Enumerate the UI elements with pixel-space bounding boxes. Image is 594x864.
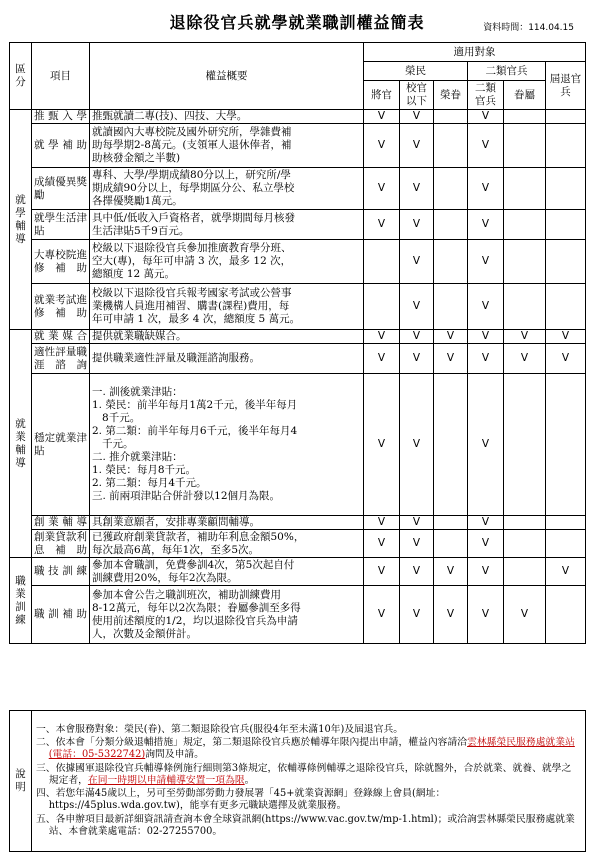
- table-row: [10, 210, 586, 240]
- eligibility-mark: V: [468, 374, 504, 516]
- summary-line: 年可申請 1 次，最多 4 次，總額度 5 萬元。: [92, 313, 301, 325]
- summary-line: 參加本會職訓，免費參訓4次，第5次起自付: [92, 558, 295, 571]
- item-summary: [90, 374, 364, 516]
- eligibility-mark: [434, 168, 468, 210]
- eligibility-mark: V: [400, 210, 434, 240]
- eligibility-mark: [434, 284, 468, 330]
- eligibility-mark: [546, 210, 586, 240]
- summary-line: 每次最高6萬，每年1次，至多5次。: [92, 543, 260, 556]
- notes-table: [9, 710, 586, 852]
- item-summary: [90, 516, 364, 530]
- table-row: [10, 110, 586, 124]
- summary-line: 三. 前兩項津貼合併計發以12個月為限。: [92, 490, 281, 502]
- eligibility-mark: V: [468, 240, 504, 284]
- item-name: 成績優異獎勵: [32, 168, 90, 210]
- item-name: 就學補助: [32, 124, 90, 168]
- summary-line: 期成績90分以上，每學期區分公、私立學校: [92, 182, 295, 194]
- section-label: 職 業 訓 練: [10, 558, 32, 644]
- eligibility-mark: [546, 374, 586, 516]
- item-name: 就業媒合: [32, 330, 90, 344]
- eligibility-mark: V: [434, 344, 468, 374]
- item-name: 推甄入學: [32, 110, 90, 124]
- eligibility-mark: [504, 284, 546, 330]
- header-col-general: 將官: [364, 81, 400, 110]
- eligibility-mark: V: [468, 344, 504, 374]
- summary-line: 已獲政府創業貸款者，補助年利息金額50%，: [92, 530, 305, 543]
- eligibility-mark: V: [364, 344, 400, 374]
- header-col-type2-dependents: 眷屬: [504, 81, 546, 110]
- item-summary: [90, 284, 364, 330]
- eligibility-mark: V: [364, 168, 400, 210]
- item-name: 就學生活津貼: [32, 210, 90, 240]
- eligibility-mark: V: [546, 558, 586, 586]
- summary-line: 提供職業適性評量及職涯諮詢服務。: [92, 352, 260, 364]
- header-target: 適用對象: [364, 43, 586, 62]
- eligibility-mark: V: [364, 516, 400, 530]
- item-summary: [90, 558, 364, 586]
- note-5: 五、各申辦項目最新詳細資訊請查詢本會全球資訊網(https://www.vac.gov.tw/mp-1.html)；或洽詢雲林縣榮民服務處就業站、本會就業處電話：02-27255700。: [36, 813, 575, 837]
- eligibility-mark: V: [468, 330, 504, 344]
- eligibility-mark: V: [434, 558, 468, 586]
- item-summary: [90, 344, 364, 374]
- notes-body: [32, 711, 586, 852]
- eligibility-mark: V: [546, 330, 586, 344]
- eligibility-mark: [434, 240, 468, 284]
- eligibility-mark: V: [434, 586, 468, 644]
- eligibility-mark: V: [468, 516, 504, 530]
- item-name: 大專校院進修補助: [32, 240, 90, 284]
- eligibility-mark: [434, 210, 468, 240]
- eligibility-mark: V: [504, 586, 546, 644]
- note-1: 一、本會服務對象：榮民(眷)、第二類退除役官兵(服役4年至未滿10年)及屆退官兵。: [36, 724, 404, 736]
- page-title: 退除役官兵就學就業職訓權益簡表: [169, 13, 425, 32]
- table-row: [10, 374, 586, 516]
- eligibility-mark: V: [364, 330, 400, 344]
- summary-line: 1. 榮民：每月8千元。: [92, 464, 197, 476]
- employment-station-link[interactable]: 雲林縣榮民服務處就業站(電話：05-5322742): [48, 737, 575, 761]
- summary-line: 一. 訓後就業津貼：: [92, 386, 183, 398]
- summary-line: 8千元。: [92, 412, 141, 424]
- summary-line: 千元。: [92, 438, 134, 450]
- item-summary: [90, 330, 364, 344]
- header-col-type2-officer: 二類官兵: [468, 81, 504, 110]
- section-label: 就 學 輔 導: [10, 110, 32, 330]
- summary-line: 生活津貼5千9百元。: [92, 224, 190, 237]
- eligibility-mark: V: [364, 558, 400, 586]
- eligibility-mark: [364, 240, 400, 284]
- benefits-table: [9, 42, 586, 644]
- eligibility-mark: [504, 210, 546, 240]
- eligibility-mark: [546, 168, 586, 210]
- eligibility-mark: [504, 124, 546, 168]
- note-3: 三、依據國軍退除役官兵輔導條例施行細則第3條規定，依輔導條例輔導之退除役官兵，除就醫外，合於就業、就養、就學之規定者，在同一時期以申請輔導安置一項為限。: [36, 762, 572, 786]
- header-retired-officers: 屆退官兵: [546, 62, 586, 110]
- eligibility-mark: [504, 168, 546, 210]
- item-summary: [90, 210, 364, 240]
- eligibility-mark: [546, 124, 586, 168]
- eligibility-mark: V: [400, 240, 434, 284]
- summary-line: 各擇優獎勵1萬元。: [92, 195, 183, 207]
- item-summary: [90, 110, 364, 124]
- eligibility-mark: V: [468, 124, 504, 168]
- eligibility-mark: V: [400, 168, 434, 210]
- eligibility-mark: V: [364, 210, 400, 240]
- eligibility-mark: V: [468, 110, 504, 124]
- eligibility-mark: V: [364, 530, 400, 558]
- header-col-dependents: 榮眷: [434, 81, 468, 110]
- header-category: 區 分: [10, 43, 32, 110]
- summary-line: 就讀國內大專校院及國外研究所，學雜費補: [92, 126, 292, 138]
- note-2: 二、依本會「分類分級退輔措施」規定，第二類退除役官兵應於輔導年限內提出申請，權益內容請洽雲林縣榮民服務處就業站(電話：05-5322742)詢問及申請。: [36, 737, 575, 761]
- summary-line: 專科、大學/學期成績80分以上，研究所/學: [92, 169, 291, 181]
- eligibility-mark: V: [400, 374, 434, 516]
- eligibility-mark: V: [364, 374, 400, 516]
- eligibility-mark: V: [400, 530, 434, 558]
- summary-line: 具中低/低收入戶資格者，就學期間每月核發: [92, 211, 296, 224]
- table-row: [10, 240, 586, 284]
- eligibility-mark: [434, 374, 468, 516]
- item-summary: [90, 530, 364, 558]
- eligibility-mark: V: [468, 284, 504, 330]
- eligibility-mark: V: [364, 110, 400, 124]
- eligibility-mark: V: [400, 344, 434, 374]
- item-name: 創業貸款利息補助: [32, 530, 90, 558]
- notes-label: 說 明: [10, 711, 32, 852]
- eligibility-mark: V: [504, 344, 546, 374]
- header-col-colonel: 校官以下: [400, 81, 434, 110]
- summary-line: 具創業意願者，安排專業顧問輔導。: [92, 516, 260, 528]
- eligibility-mark: [504, 110, 546, 124]
- note-3-highlight: 在同一時期以申請輔導安置一項為限: [87, 774, 245, 786]
- summary-line: 校級以下退除役官兵參加推廣教育學分班、: [92, 242, 292, 254]
- eligibility-mark: [546, 516, 586, 530]
- summary-line: 助每學期2-8萬元。(支領軍人退休俸者，補: [92, 139, 292, 151]
- item-summary: [90, 586, 364, 644]
- eligibility-mark: V: [400, 284, 434, 330]
- eligibility-mark: [504, 240, 546, 284]
- table-row: [10, 530, 586, 558]
- header-veterans: 榮民: [364, 62, 468, 81]
- eligibility-mark: [434, 516, 468, 530]
- item-name: 職技訓練: [32, 558, 90, 586]
- eligibility-mark: V: [400, 586, 434, 644]
- eligibility-mark: [434, 124, 468, 168]
- eligibility-mark: V: [400, 110, 434, 124]
- header-type2: 二類官兵: [468, 62, 546, 81]
- eligibility-mark: [364, 284, 400, 330]
- eligibility-mark: [546, 284, 586, 330]
- summary-line: 訓練費用20%，每年2次為限。: [92, 571, 238, 584]
- summary-line: 助核發金額之半數): [92, 152, 181, 164]
- eligibility-mark: V: [468, 168, 504, 210]
- summary-line: 業機構人員進用補習、購書(課程)費用，每: [92, 300, 290, 312]
- summary-line: 提供就業職缺媒合。: [92, 330, 187, 342]
- item-summary: [90, 168, 364, 210]
- table-row: [10, 344, 586, 374]
- eligibility-mark: V: [468, 586, 504, 644]
- header-item: 項目: [32, 43, 90, 110]
- summary-line: 校級以下退除役官兵報考國家考試或公營事: [92, 287, 292, 299]
- eligibility-mark: [434, 110, 468, 124]
- eligibility-mark: [546, 530, 586, 558]
- table-row: [10, 124, 586, 168]
- table-row: [10, 284, 586, 330]
- summary-line: 推甄就讀二專(技)、四技、大學。: [92, 110, 248, 122]
- eligibility-mark: [504, 374, 546, 516]
- eligibility-mark: V: [468, 210, 504, 240]
- eligibility-mark: [504, 558, 546, 586]
- item-name: 職訓補助: [32, 586, 90, 644]
- eligibility-mark: V: [434, 330, 468, 344]
- eligibility-mark: V: [400, 330, 434, 344]
- table-row: [10, 330, 586, 344]
- eligibility-mark: [504, 530, 546, 558]
- item-summary: [90, 240, 364, 284]
- header-summary: 權益概要: [90, 43, 364, 110]
- eligibility-mark: [546, 110, 586, 124]
- eligibility-mark: V: [400, 124, 434, 168]
- item-name: 穩定就業津貼: [32, 374, 90, 516]
- table-row: [10, 586, 586, 644]
- eligibility-mark: V: [400, 516, 434, 530]
- summary-line: 參加本會公告之職訓班次，補助訓練費用: [92, 588, 281, 601]
- section-label: 就 業 輔 導: [10, 330, 32, 558]
- note-4: 四、若您年滿45歲以上，另可至勞動部勞動力發展署「45+就業資源網」登錄線上會員(網址：https://45plus.wda.gov.tw)，能享有更多元職缺選擇及就業服務。: [36, 788, 446, 812]
- item-summary: [90, 124, 364, 168]
- eligibility-mark: V: [364, 124, 400, 168]
- data-date: 資料時間：114.04.15: [483, 23, 574, 33]
- summary-line: 2. 第二類：每月4千元。: [92, 477, 207, 489]
- eligibility-mark: V: [546, 344, 586, 374]
- eligibility-mark: [546, 586, 586, 644]
- eligibility-mark: V: [468, 530, 504, 558]
- item-name: 就業考試進修補助: [32, 284, 90, 330]
- table-row: [10, 168, 586, 210]
- summary-line: 二. 推介就業津貼：: [92, 451, 183, 463]
- summary-line: 空大(專)，每年可申請 3 次，最多 12 次，: [92, 255, 292, 267]
- summary-line: 使用前述額度的1/2，均以退除役官兵為申請: [92, 614, 298, 627]
- summary-line: 人，次數及金額併計。: [92, 627, 197, 640]
- eligibility-mark: V: [468, 558, 504, 586]
- summary-line: 2. 第二類：前半年每月6千元，後半年每月4: [92, 425, 298, 437]
- table-row: [10, 516, 586, 530]
- eligibility-mark: [546, 240, 586, 284]
- summary-line: 總額度 12 萬元。: [92, 268, 176, 280]
- item-name: 創業輔導: [32, 516, 90, 530]
- summary-line: 1. 榮民：前半年每月1萬2千元，後半年每月: [92, 399, 298, 411]
- eligibility-mark: [434, 530, 468, 558]
- eligibility-mark: V: [364, 586, 400, 644]
- eligibility-mark: [504, 516, 546, 530]
- item-name: 適性評量職涯諮詢: [32, 344, 90, 374]
- table-row: [10, 558, 586, 586]
- eligibility-mark: V: [400, 558, 434, 586]
- eligibility-mark: V: [504, 330, 546, 344]
- summary-line: 8-12萬元，每年以2次為限；眷屬參訓至多得: [92, 601, 301, 614]
